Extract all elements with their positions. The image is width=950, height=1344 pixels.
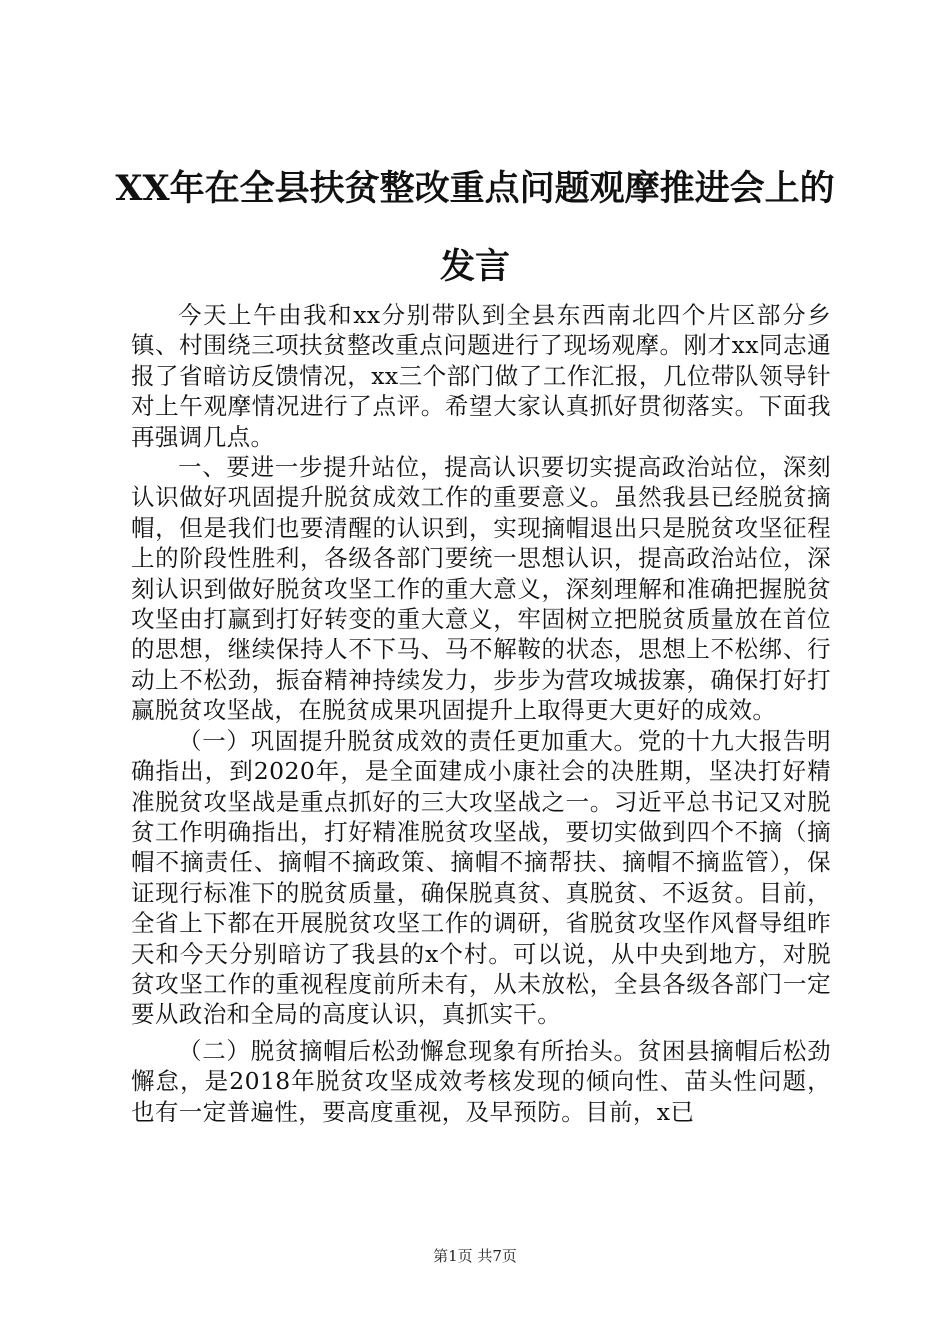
paragraph-intro: 今天上午由我和xx分别带队到全县东西南北四个片区部分乡镇、村围绕三项扶贫整改重点问题进行了现场观摩。刚才xx同志通报了省暗访反馈情况，xx三个部门做了工作汇报，几位带队领导针对上午观摩情况进行了点评。希望大家认真抓好贯彻落实。下面我再强调几点。 (131, 301, 831, 451)
page-number-footer: 第1页 共7页 (433, 1247, 517, 1265)
paragraph-subsection-2: （二）脱贫摘帽后松劲懈怠现象有所抬头。贫困县摘帽后松劲懈怠，是2018年脱贫攻坚成效考核发现的倾向性、苗头性问题，也有一定普遍性，要高度重视，及早预防。目前，x已 (131, 1036, 831, 1126)
paragraph-subsection-1: （一）巩固提升脱贫成效的责任更加重大。党的十九大报告明确指出，到2020年，是全面建成小康社会的决胜期，坚决打好精准脱贫攻坚战是重点抓好的三大攻坚战之一。习近平总书记又对脱贫工作明确指出，打好精准脱贫攻坚战，要切实做到四个不摘（摘帽不摘责任、摘帽不摘政策、摘帽不摘帮扶、摘帽不摘监管），保证现行标准下的脱贫质量，确保脱真贫、真脱贫、不返贫。目前，全省上下都在开展脱贫攻坚工作的调研，省脱贫攻坚作风督导组昨天和今天分别暗访了我县的x个村。可以说，从中央到地方，对脱贫攻坚工作的重视程度前所未有，从未放松，全县各级各部门一定要从政治和全局的高度认识，真抓实干。 (131, 726, 831, 1029)
document-title: XX年在全县扶贫整改重点问题观摩推进会上的发言 (115, 168, 835, 287)
document-body (131, 300, 831, 1127)
paragraph-section-1: 一、要进一步提升站位，提高认识要切实提高政治站位，深刻认识做好巩固提升脱贫成效工作的重要意义。虽然我县已经脱贫摘帽，但是我们也要清醒的认识到，实现摘帽退出只是脱贫攻坚征程上的阶段性胜利，各级各部门要统一思想认识，提高政治站位，深刻认识到做好脱贫攻坚工作的重大意义，深刻理解和准确把握脱贫攻坚由打赢到打好转变的重大意义，牢固树立把脱贫质量放在首位的思想，继续保持人不下马、马不解鞍的状态，思想上不松绑、行动上不松劲，振奋精神持续发力，步步为营攻城拔寨，确保打好打赢脱贫攻坚战，在脱贫成果巩固提升上取得更大更好的成效。 (131, 453, 831, 725)
